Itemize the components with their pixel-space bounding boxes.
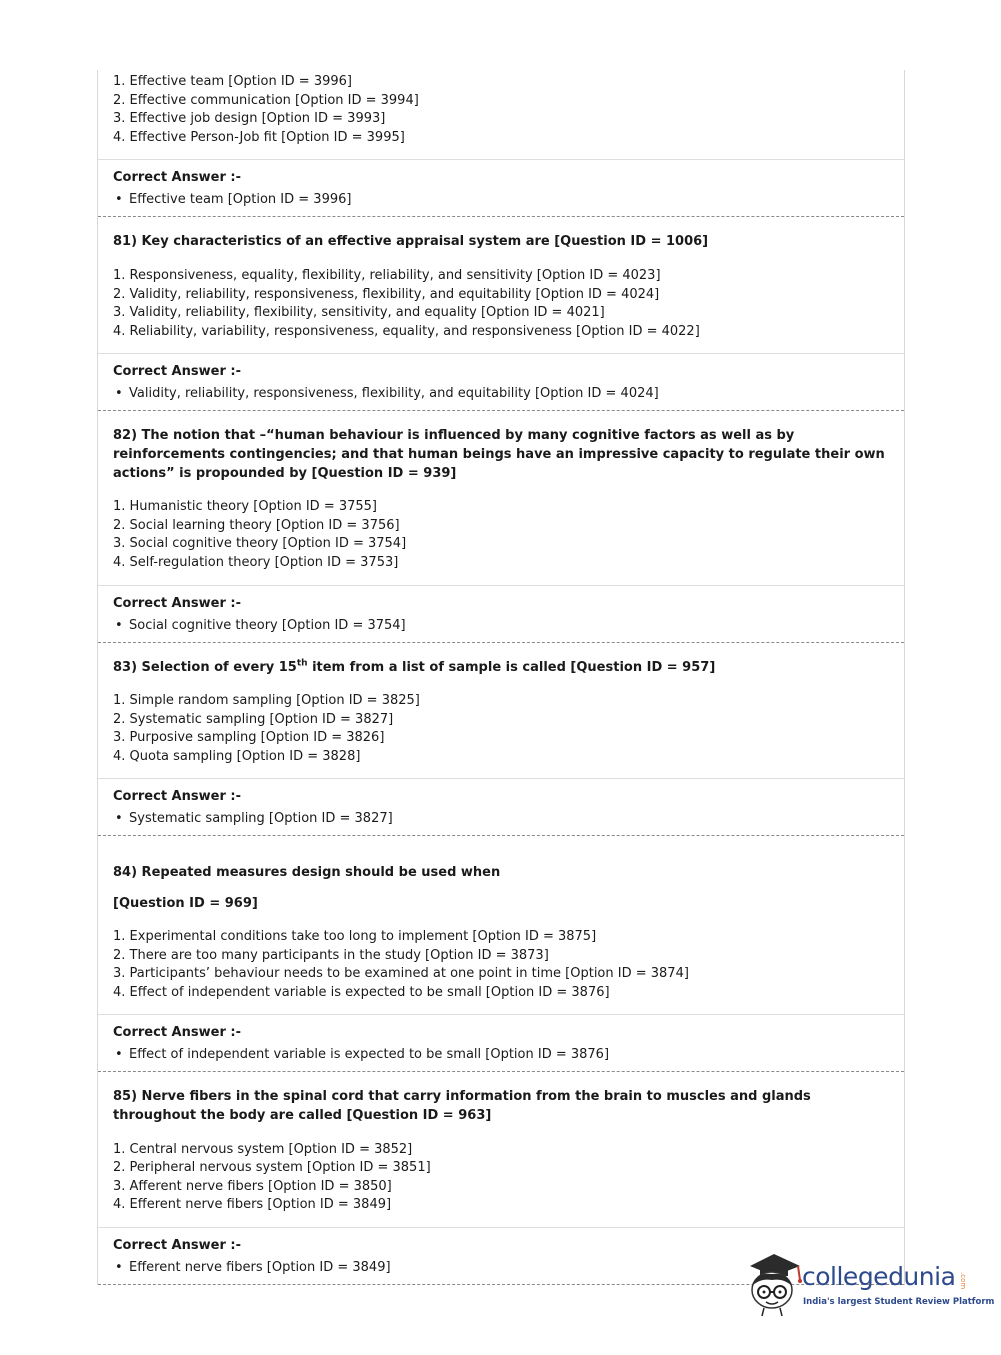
answer-text: Validity, reliability, responsiveness, flexibility, and equitability [Option ID = 4024]: [129, 386, 659, 402]
answer-item: [113, 1046, 890, 1064]
answer-item: [113, 617, 890, 635]
bullet-icon: •: [115, 811, 123, 827]
option: 2. Effective communication [Option ID = 3994]: [113, 92, 419, 108]
q84-heading: [98, 836, 904, 925]
q83-heading-text: 83) Selection of every 15: [113, 659, 297, 675]
option: 4. Self-regulation theory [Option ID = 3753]: [113, 554, 399, 570]
option-list: [113, 267, 890, 341]
q81-options: [98, 264, 904, 354]
option: 2. Peripheral nervous system [Option ID = 3851]: [113, 1160, 431, 1176]
mascot-icon: [744, 1250, 804, 1320]
answer-heading: Correct Answer :-: [113, 170, 241, 186]
option: 4. Efferent nerve fibers [Option ID = 3849]: [113, 1197, 392, 1213]
answer-text: Social cognitive theory [Option ID = 3754]: [129, 617, 406, 633]
brand-name: collegedunia: [802, 1262, 956, 1291]
answer-text: Systematic sampling [Option ID = 3827]: [129, 811, 393, 827]
option-list: [113, 73, 890, 147]
answer-text: Effect of independent variable is expected to be small [Option ID = 3876]: [129, 1047, 610, 1063]
brand-tagline: India's largest Student Review Platform: [803, 1297, 995, 1307]
q81-heading: 81) Key characteristics of an effective appraisal system are [Question ID = 1006]: [113, 234, 709, 250]
answer-heading: Correct Answer :-: [113, 1238, 241, 1253]
option: 3. Social cognitive theory [Option ID = 3754]: [113, 536, 407, 552]
option: 2. There are too many participants in the study [Option ID = 3873]: [113, 947, 549, 963]
collegedunia-logo: [744, 1250, 995, 1320]
q80-answer: [98, 160, 904, 217]
option: 3. Purposive sampling [Option ID = 3826]: [113, 730, 385, 746]
q83-heading-rest: item from a list of sample is called [Question ID = 957]: [307, 659, 716, 675]
option: 3. Validity, reliability, flexibility, sensitivity, and equality [Option ID = 4021]: [113, 305, 605, 321]
option-list: [113, 928, 890, 1002]
answer-heading: Correct Answer :-: [113, 789, 241, 805]
q82-heading: 82) The notion that –“human behaviour is influenced by many cognitive factors as well as by reinforcements contingencies; and that human beings have an impressive capacity to regulate their own actions” is propounded by [Question ID = 939]: [113, 428, 885, 481]
question-paper: [97, 70, 905, 1285]
option: 3. Afferent nerve fibers [Option ID = 3850]: [113, 1178, 392, 1194]
option: 4. Quota sampling [Option ID = 3828]: [113, 748, 361, 764]
option: 4. Effective Person-Job fit [Option ID = 3995]: [113, 129, 405, 145]
q85-heading: 85) Nerve fibers in the spinal cord that carry information from the brain to muscles and glands throughout the body are called [Question ID = 963]: [113, 1089, 811, 1124]
option: 2. Social learning theory [Option ID = 3756]: [113, 517, 400, 533]
option: 1. Humanistic theory [Option ID = 3755]: [113, 499, 377, 515]
answer-heading: Correct Answer :-: [113, 364, 241, 380]
q84-question-id: [Question ID = 969]: [113, 896, 258, 912]
q80-options: [98, 70, 904, 160]
q82-options: [98, 495, 904, 585]
option: 2. Validity, reliability, responsiveness, flexibility, and equitability [Option ID = 4024]: [113, 286, 660, 302]
answer-text: Efferent nerve fibers [Option ID = 3849]: [129, 1260, 391, 1275]
answer-item: [113, 810, 890, 828]
answer-item: [113, 191, 890, 209]
q84-options: [98, 925, 904, 1015]
option-list: [113, 498, 890, 572]
option: 4. Effect of independent variable is expected to be small [Option ID = 3876]: [113, 984, 610, 1000]
q84-heading-text: 84) Repeated measures design should be used when: [113, 865, 501, 881]
option: 4. Reliability, variability, responsiveness, equality, and responsiveness [Option ID = 4022]: [113, 323, 700, 339]
bullet-icon: •: [115, 617, 123, 633]
option: 2. Systematic sampling [Option ID = 3827]: [113, 711, 394, 727]
q83-answer: [98, 779, 904, 836]
answer-heading: Correct Answer :-: [113, 1025, 241, 1041]
bullet-icon: •: [115, 192, 123, 208]
option: 3. Effective job design [Option ID = 3993]: [113, 111, 386, 127]
q83-heading-sup: th: [296, 658, 308, 669]
bullet-icon: •: [115, 386, 123, 402]
q83-options: [98, 689, 904, 779]
bullet-icon: •: [115, 1260, 123, 1275]
option-list: [113, 692, 890, 766]
option-list: [113, 1141, 890, 1215]
option: 1. Effective team [Option ID = 3996]: [113, 74, 352, 89]
option: 1. Experimental conditions take too long to implement [Option ID = 3875]: [113, 929, 597, 945]
q81-answer: [98, 354, 904, 411]
option: 3. Participants’ behaviour needs to be examined at one point in time [Option ID = 3874]: [113, 966, 689, 982]
q82-answer: [98, 586, 904, 643]
answer-item: [113, 385, 890, 403]
q85-options: [98, 1138, 904, 1228]
option: 1. Simple random sampling [Option ID = 3825]: [113, 693, 420, 709]
q83-heading: [98, 643, 904, 690]
answer-heading: Correct Answer :-: [113, 595, 241, 611]
brand-dotcom: .com: [959, 1272, 967, 1290]
option: 1. Responsiveness, equality, flexibility, reliability, and sensitivity [Option ID = 4023]: [113, 267, 661, 283]
answer-text: Effective team [Option ID = 3996]: [129, 192, 352, 208]
q84-answer: [98, 1015, 904, 1072]
option: 1. Central nervous system [Option ID = 3852]: [113, 1141, 413, 1157]
bullet-icon: •: [115, 1047, 123, 1063]
